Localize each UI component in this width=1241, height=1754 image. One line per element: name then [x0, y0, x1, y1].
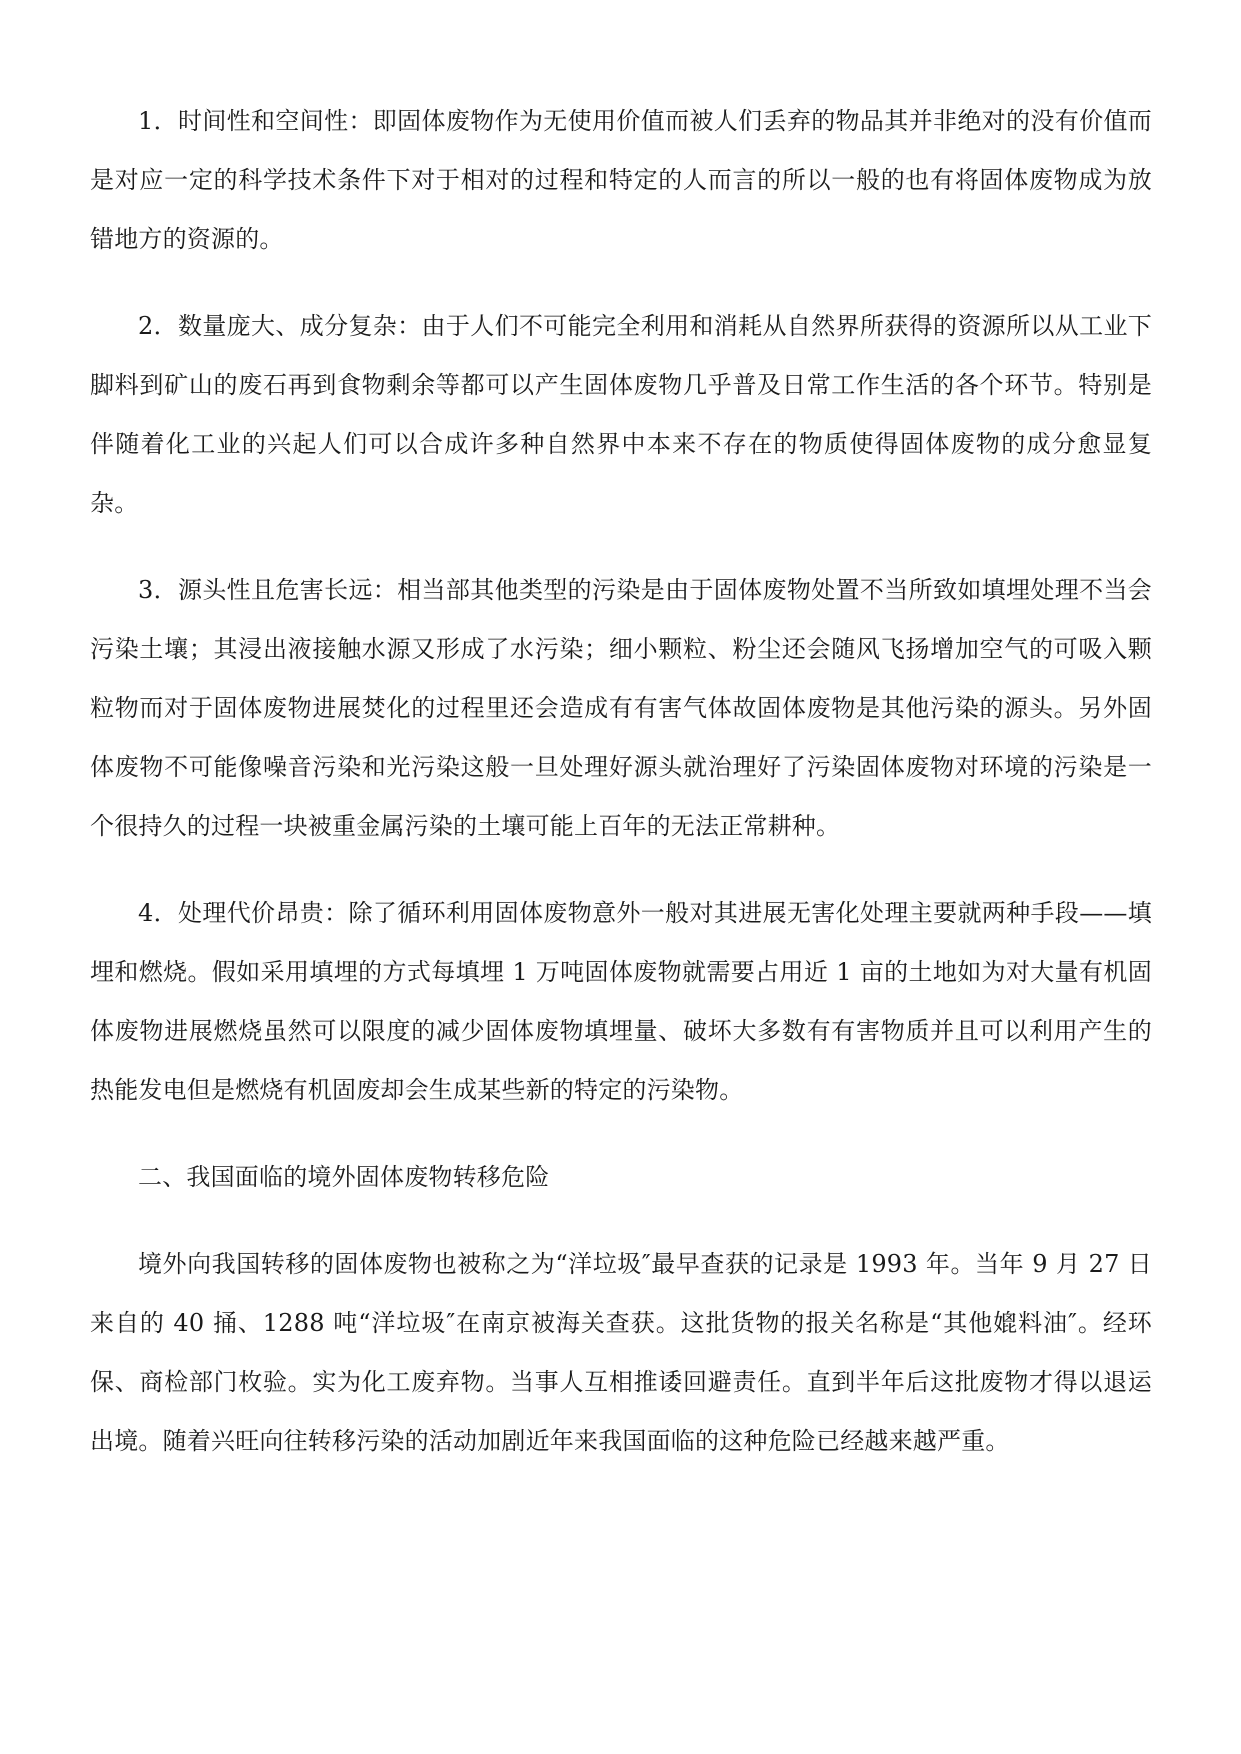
document-page — [90, 92, 1152, 1471]
paragraph-source-hazard: 3．源头性且危害长远：相当部其他类型的污染是由于固体废物处置不当所致如填埋处理不当会污染土壤；其浸出液接触水源又形成了水污染；细小颗粒、粉尘还会随风飞扬增加空气的可吸入颗粒物而对于固体废物进展焚化的过程里还会造成有有害气体故固体废物是其他污染的源头。另外固体废物不可能像噪音污染和光污染这般一旦处理好源头就治理好了污染固体废物对环境的污染是一个很持久的过程一块被重金属污染的土壤可能上百年的无法正常耕种。 — [90, 576, 1152, 840]
paragraph-treatment-cost: 4．处理代价昂贵：除了循环利用固体废物意外一般对其进展无害化处理主要就两种手段——填埋和燃烧。假如采用填埋的方式每填埋 1 万吨固体废物就需要占用近 1 亩的土地如为对大量有机固体废物进展燃烧虽然可以限度的减少固体废物填埋量、破坏大多数有有害物质并且可以利用产生的热能发电但是燃烧有机固废却会生成某些新的特定的污染物。 — [90, 899, 1152, 1104]
paragraph-temporal-spatial: 1．时间性和空间性：即固体废物作为无使用价值而被人们丢弃的物品其并非绝对的没有价值而是对应一定的科学技术条件下对于相对的过程和特定的人而言的所以一般的也有将固体废物成为放错地方的资源的。 — [90, 107, 1152, 253]
section-heading: 二、我国面临的境外固体废物转移危险 — [138, 1163, 550, 1191]
paragraph-foreign-waste: 境外向我国转移的固体废物也被称之为“洋垃圾″最早查获的记录是 1993 年。当年 9 月 27 日来自的 40 捅、1288 吨“洋垃圾″在南京被海关查获。这批货物的报关名称是“其他媲料油″。经环保、商检部门枚验。实为化工废弃物。当事人互相推诿回避责任。直到半年后这批废物才得以退运出境。随着兴旺向往转移污染的活动加剧近年来我国面临的这种危险已经越来越严重。 — [90, 1250, 1152, 1455]
paragraph-quantity-composition: 2．数量庞大、成分复杂：由于人们不可能完全利用和消耗从自然界所获得的资源所以从工业下脚料到矿山的废石再到食物剩余等都可以产生固体废物几乎普及日常工作生活的各个环节。特别是伴随着化工业的兴起人们可以合成许多种自然界中本来不存在的物质使得固体废物的成分愈显复杂。 — [90, 312, 1152, 517]
